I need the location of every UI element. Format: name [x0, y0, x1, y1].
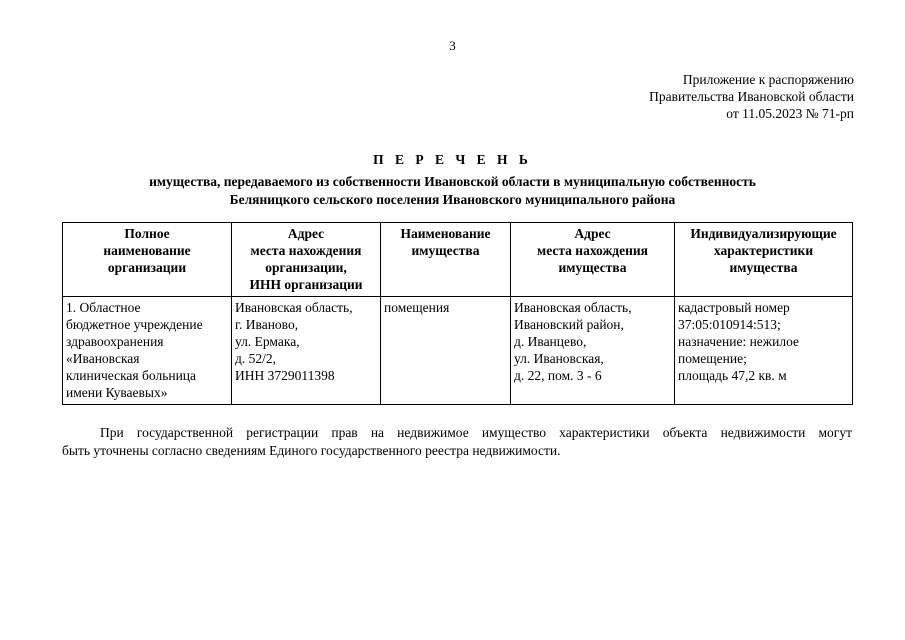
- header-property-characteristics: Индивидуализирующие характеристики имущества: [675, 223, 853, 297]
- appendix-line: от 11.05.2023 № 71-рп: [726, 106, 854, 121]
- header-property-address: Адрес места нахождения имущества: [511, 223, 675, 297]
- page-number: 3: [449, 38, 456, 53]
- registration-note: [62, 424, 852, 460]
- header-organization-name: Полное наименование организации: [63, 223, 232, 297]
- subtitle-line: Беляницкого сельского поселения Ивановского муниципального района: [229, 192, 676, 207]
- header-property-name: Наименование имущества: [381, 223, 511, 297]
- appendix-line: Приложение к распоряжению: [682, 72, 854, 87]
- cell-property-address: Ивановская область, Ивановский район, д. Иванцево, ул. Ивановская, д. 22, пом. 3 - 6: [511, 297, 675, 405]
- cell-property-name: помещения: [381, 297, 511, 405]
- table-header-row: [63, 223, 853, 297]
- note-line: При государственной регистрации прав на недвижимое имущество характеристики объекта недвижимости могут: [100, 425, 852, 440]
- cell-organization-name: 1. Областное бюджетное учреждение здравоохранения «Ивановская клиническая больница имени Куваевых»: [63, 297, 232, 405]
- cell-organization-address: Ивановская область, г. Иваново, ул. Ермака, д. 52/2, ИНН 3729011398: [232, 297, 381, 405]
- appendix-block: [649, 71, 854, 122]
- document-subtitle: [0, 173, 905, 209]
- subtitle-line: имущества, передаваемого из собственности Ивановской области в муниципальную собственность: [149, 174, 756, 189]
- property-table: [62, 222, 853, 405]
- appendix-line: Правительства Ивановской области: [649, 89, 854, 104]
- table-row: [63, 297, 853, 405]
- cell-property-characteristics: кадастровый номер 37:05:010914:513; назначение: нежилое помещение; площадь 47,2 кв. м: [675, 297, 853, 405]
- note-line: быть уточнены согласно сведениям Единого государственного реестра недвижимости.: [62, 443, 561, 458]
- header-organization-address: Адрес места нахождения организации, ИНН организации: [232, 223, 381, 297]
- document-title: П Е Р Е Ч Е Н Ь: [373, 152, 532, 167]
